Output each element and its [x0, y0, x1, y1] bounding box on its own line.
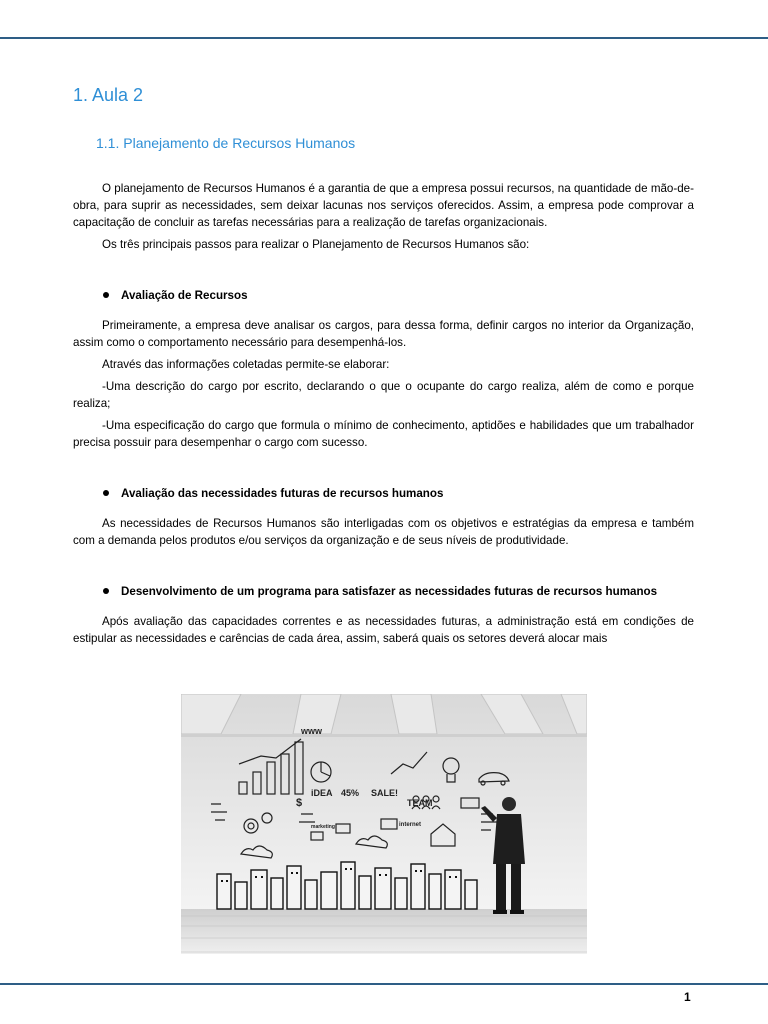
bullet-icon: [101, 586, 113, 598]
sketch-marketing: marketing: [311, 824, 335, 830]
section3-paragraph-1: Após avaliação das capacidades correntes e as necessidades futuras, a administração está em condições de estipular as necessidades e carências de cada área, assim, saberá quais os setores deverá alocar mais: [73, 615, 694, 645]
bullet-title: Avaliação das necessidades futuras de recursos humanos: [121, 487, 444, 500]
page-number: 1: [684, 990, 691, 1004]
section1-paragraph-2: Através das informações coletadas permite-se elaborar:: [102, 358, 390, 371]
section1-paragraph-4: -Uma especificação do cargo que formula o mínimo de conhecimento, aptidões e habilidades que um trabalhador precisa possuir para desempenhar o cargo com sucesso.: [73, 419, 694, 449]
bullet-item-section1: [73, 287, 694, 304]
section1-paragraph-1: Primeiramente, a empresa deve analisar os cargos, para dessa forma, definir cargos no interior da Organização, assim como o comportamento necessário para desempenhá-los.: [73, 319, 694, 349]
bullet-icon: [101, 488, 113, 500]
section2-paragraph-1: As necessidades de Recursos Humanos são interligadas com os objetivos e estratégias da empresa e também com a demanda pelos produtos e/ou serviços da organização e de seus níveis de produtividade.: [73, 517, 694, 547]
sketch-percent: 45%: [341, 788, 360, 798]
header-rule: [0, 37, 768, 39]
section-heading: 1.1. Planejamento de Recursos Humanos: [96, 135, 356, 151]
chapter-heading: 1. Aula 2: [73, 85, 144, 105]
sketch-www: www: [301, 726, 323, 736]
bullet-item-section3: [73, 583, 694, 600]
sketch-idea: iDEA: [311, 788, 333, 798]
sketch-dollar: $: [296, 797, 303, 809]
sketch-sale: SALE!: [371, 788, 398, 798]
body-text: [73, 180, 694, 652]
footer-rule: [0, 983, 768, 985]
bullet-title: Desenvolvimento de um programa para satisfazer as necessidades futuras de recursos humanos: [121, 585, 658, 598]
intro-paragraph-1: O planejamento de Recursos Humanos é a garantia de que a empresa possui recursos, na quantidade de mão-de-obra, para suprir as necessidades, sem deixar lacunas nos serviços oferecidos. Assim, a empresa pode comprovar a capacitação de concluir as tarefas necessárias para a realização de tarefas organizacionais.: [73, 182, 694, 229]
sketch-team: TEAM: [407, 798, 433, 808]
bullet-item-section2: [73, 485, 694, 502]
intro-paragraph-2: Os três principais passos para realizar o Planejamento de Recursos Humanos são:: [102, 238, 530, 251]
section1-paragraph-3: -Uma descrição do cargo por escrito, declarando o que o ocupante do cargo realiza, além de como e porque realiza;: [73, 380, 694, 410]
sketch-internet: internet: [399, 822, 422, 828]
bullet-icon: [101, 290, 113, 302]
business-sketch-image: [181, 694, 587, 954]
bullet-title: Avaliação de Recursos: [121, 289, 248, 302]
